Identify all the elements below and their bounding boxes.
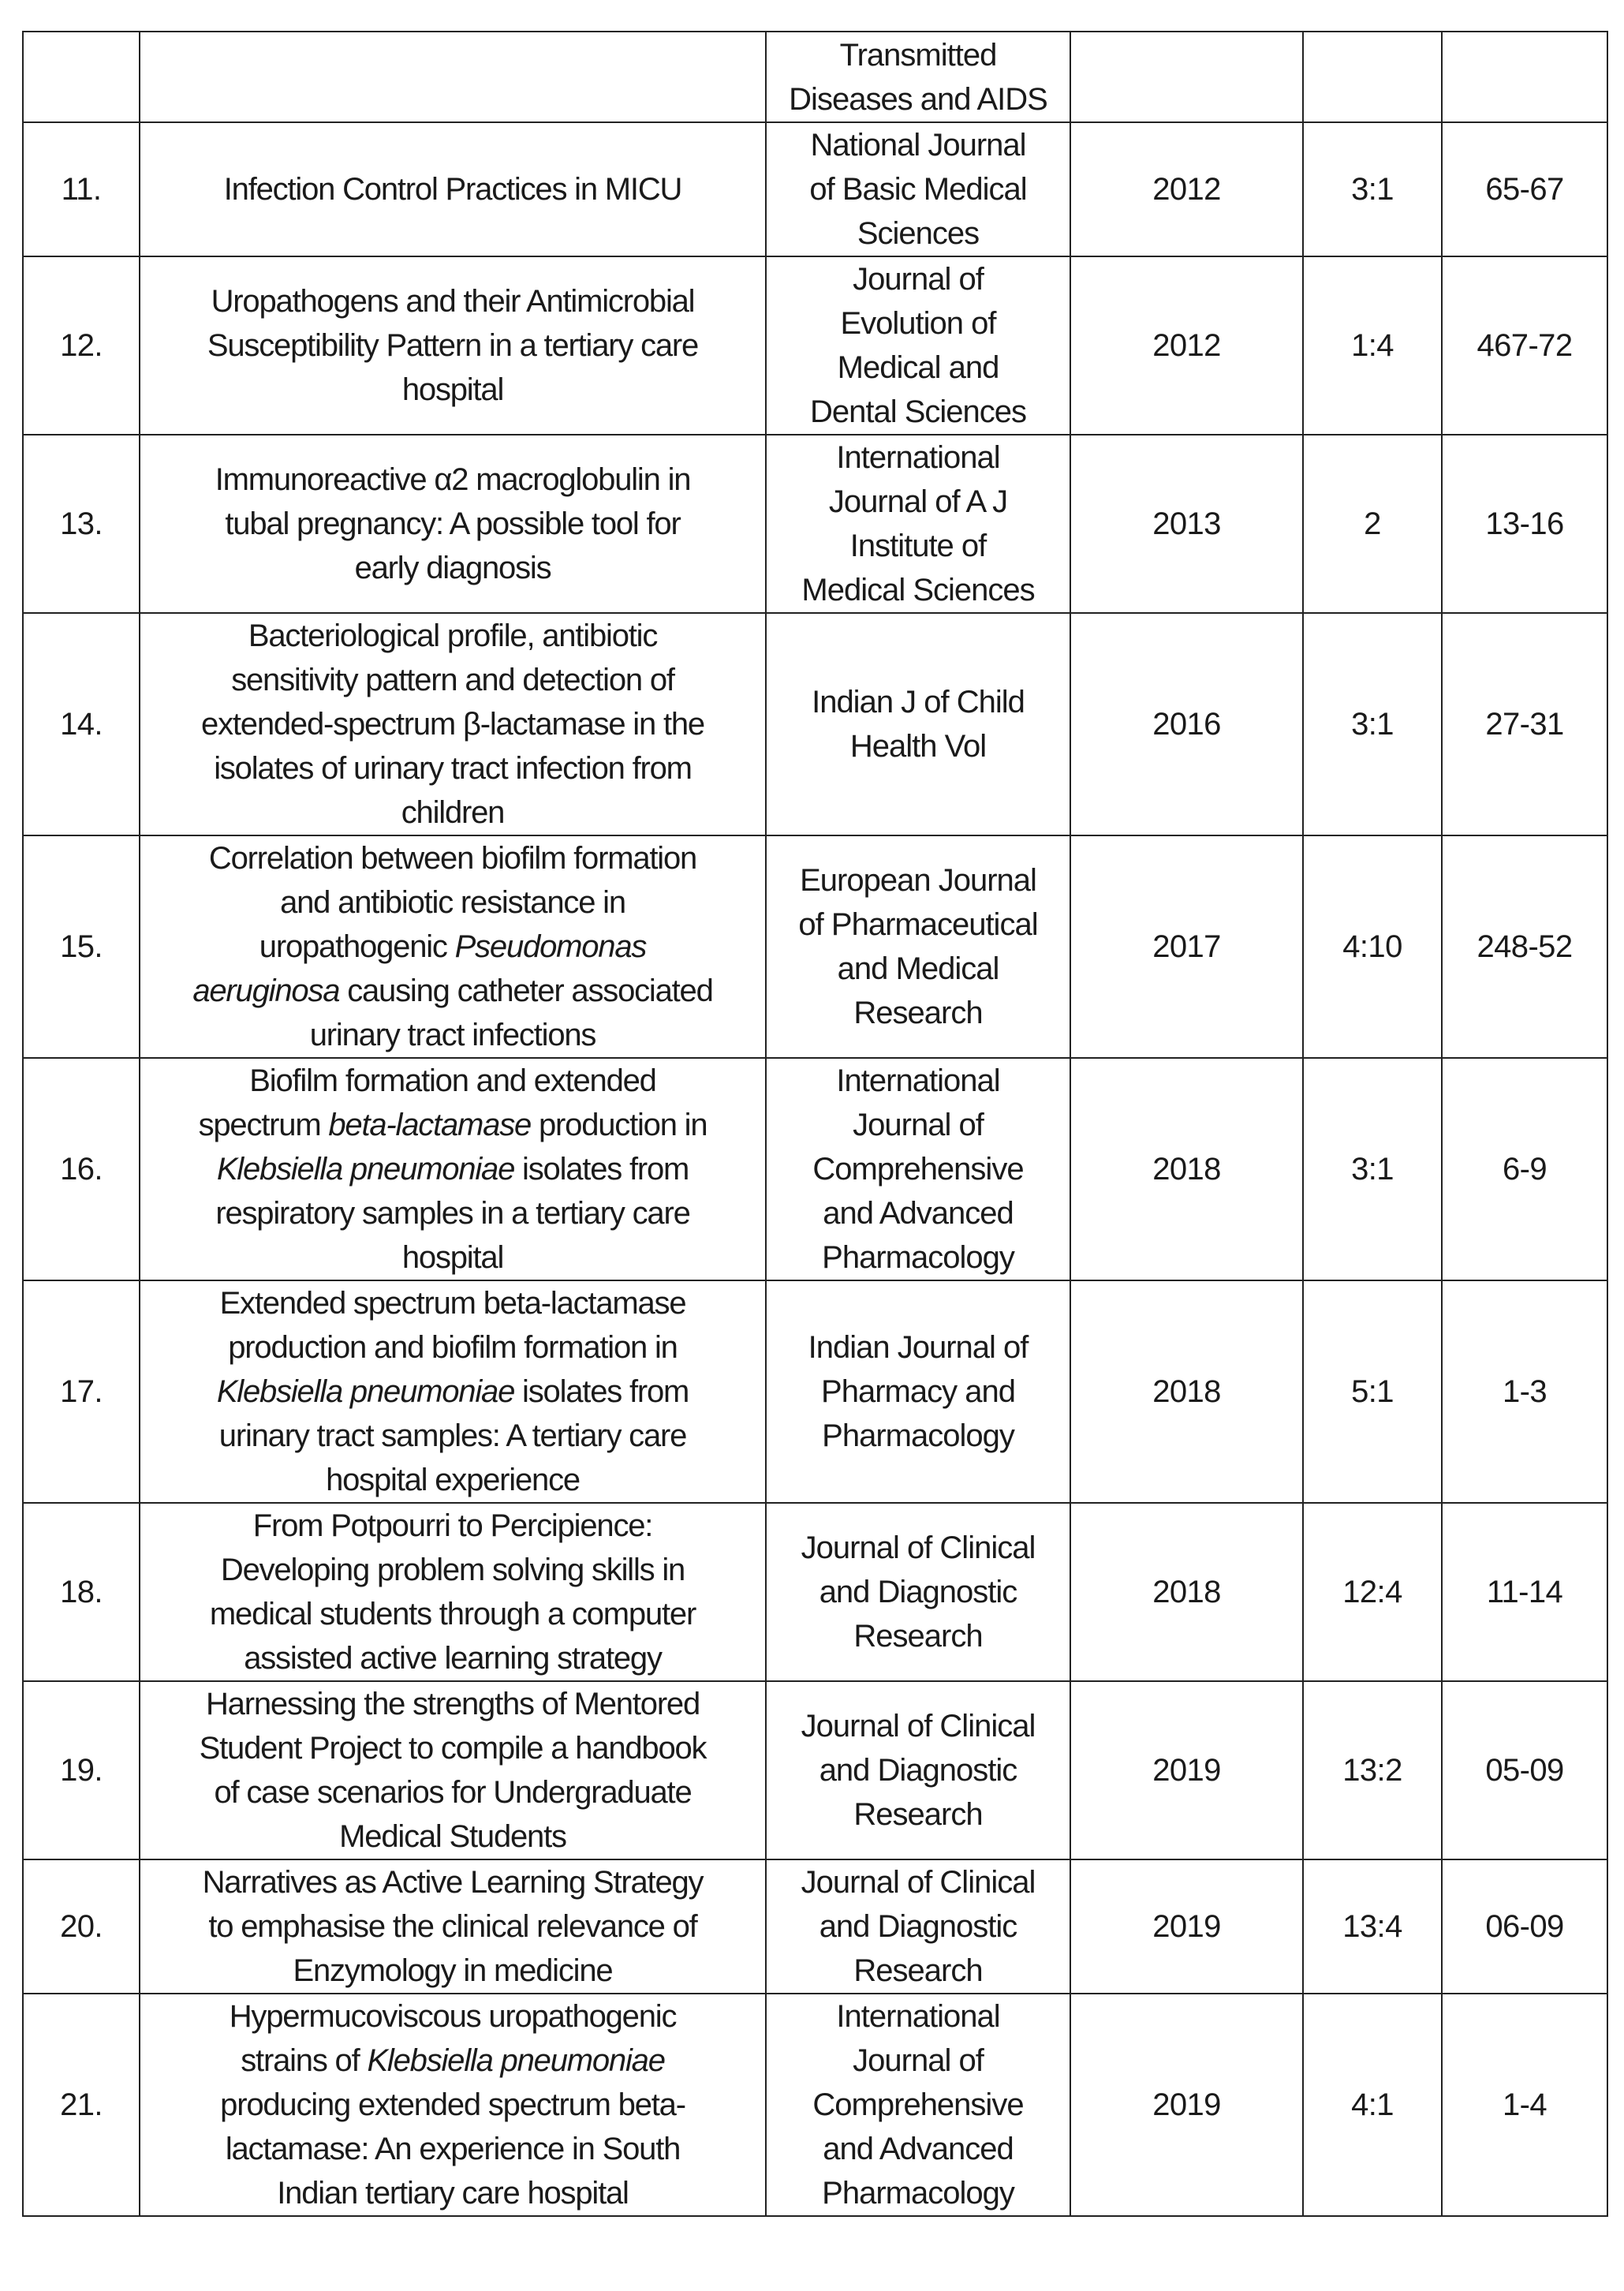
title-segment: urinary tract infections [309,1018,596,1052]
title-segment: hospital [401,1240,504,1275]
journal-line: Research [853,1797,983,1832]
title-line [148,925,757,969]
journal-cell [766,835,1070,1058]
title-segment: Medical Students [339,1819,566,1854]
year-cell [1070,32,1303,122]
title-cell [140,1280,766,1503]
table-row [23,1280,1607,1503]
serial-number-cell: 15. [23,835,140,1058]
journal-line: Institute of [849,529,987,563]
title-segment: assisted active learning strategy [244,1641,662,1676]
title-line [148,1592,757,1636]
table-row [23,122,1607,256]
journal-line: International [836,440,1000,475]
journal-cell [766,32,1070,122]
title-line [148,1548,757,1592]
journal-line: Pharmacology [822,2176,1014,2211]
title-line [148,458,757,502]
pages-cell: 11-14 [1442,1503,1607,1681]
volume-cell: 3:1 [1303,1058,1442,1280]
journal-line: and Advanced [823,1196,1014,1231]
journal-line: Medical and [837,350,999,385]
title-line [148,2127,757,2171]
year-cell: 2019 [1070,1859,1303,1994]
journal-line: Comprehensive [812,1152,1024,1187]
title-segment: strains of [241,2043,368,2078]
title-line [148,546,757,590]
title-line [148,746,757,790]
title-segment: to emphasise the clinical relevance of [208,1909,697,1944]
title-line [148,1147,757,1191]
pages-cell: 13-16 [1442,435,1607,613]
title-line [148,368,757,412]
year-cell: 2019 [1070,1681,1303,1859]
title-line [148,702,757,746]
year-cell: 2017 [1070,835,1303,1058]
title-cell [140,1994,766,2216]
title-segment: Indian tertiary care hospital [277,2176,629,2211]
title-segment: Uropathogens and their Antimicrobial [211,284,695,319]
title-line [148,1458,757,1502]
journal-line: and Diagnostic [819,1575,1017,1609]
title-segment: children [401,795,505,830]
serial-number-cell: 20. [23,1859,140,1994]
pages-cell: 05-09 [1442,1681,1607,1859]
italic-title-segment: beta-lactamase [328,1108,532,1142]
journal-line: Journal of [853,1108,984,1142]
volume-cell: 4:10 [1303,835,1442,1058]
pages-cell: 467-72 [1442,256,1607,435]
title-segment: extended-spectrum β-lactamase in the [201,707,704,742]
table-row [23,1058,1607,1280]
title-segment: spectrum [198,1108,329,1142]
pages-cell: 65-67 [1442,122,1607,256]
volume-cell [1303,32,1442,122]
journal-line: Comprehensive [812,2087,1024,2122]
journal-line: Journal of [853,262,984,297]
title-segment: isolates from [514,1374,689,1409]
title-segment: Narratives as Active Learning Strategy [202,1865,704,1900]
pages-cell: 06-09 [1442,1859,1607,1994]
title-line [148,658,757,702]
title-line [148,880,757,925]
title-cell [140,835,766,1058]
title-segment: Developing problem solving skills in [220,1553,685,1587]
journal-line: Journal of Clinical [801,1865,1036,1900]
title-line [148,1904,757,1949]
italic-title-segment: aeruginosa [192,974,340,1008]
title-cell [140,1859,766,1994]
title-line [148,1103,757,1147]
title-line [148,1235,757,1280]
title-line [148,1994,757,2039]
table-row [23,1994,1607,2216]
title-segment: hospital experience [326,1463,580,1497]
year-cell: 2012 [1070,256,1303,435]
title-line [148,2171,757,2215]
table-row [23,613,1607,835]
table-row [23,256,1607,435]
volume-cell: 5:1 [1303,1280,1442,1503]
journal-cell [766,1859,1070,1994]
title-segment: Susceptibility Pattern in a tertiary care [207,328,699,363]
title-line [148,1949,757,1993]
journal-line: Health Vol [849,729,987,764]
journal-line: of Basic Medical [809,172,1027,207]
title-line [148,1059,757,1103]
title-segment: hospital [401,372,504,407]
title-line [148,279,757,323]
title-line [148,1504,757,1548]
title-segment: production and biofilm formation in [228,1330,678,1365]
volume-cell: 4:1 [1303,1994,1442,2216]
journal-line: Indian Journal of [808,1330,1029,1365]
journal-line: of Pharmaceutical [798,907,1038,942]
title-segment: Enzymology in medicine [293,1953,613,1988]
journal-line: Sciences [857,216,980,251]
journal-line: Research [853,1953,983,1988]
title-segment: Bacteriological profile, antibiotic [248,619,658,653]
pages-cell: 6-9 [1442,1058,1607,1280]
serial-number-cell: 16. [23,1058,140,1280]
title-segment: and antibiotic resistance in [280,885,625,920]
title-segment: uropathogenic [259,929,455,964]
title-line [148,1814,757,1859]
volume-cell: 3:1 [1303,122,1442,256]
title-line [148,1414,757,1458]
title-line [148,1370,757,1414]
title-line [148,323,757,368]
title-cell [140,435,766,613]
volume-cell: 3:1 [1303,613,1442,835]
table-row [23,435,1607,613]
title-line [148,969,757,1013]
title-segment: of case scenarios for Undergraduate [214,1775,692,1810]
journal-line: Evolution of [840,306,996,341]
title-line [148,1013,757,1057]
publications-table-body [23,32,1607,2216]
table-row [23,32,1607,122]
title-line [148,2039,757,2083]
title-segment: causing catheter associated [339,974,713,1008]
volume-cell: 13:4 [1303,1859,1442,1994]
volume-cell: 13:2 [1303,1681,1442,1859]
title-segment: sensitivity pattern and detection of [231,663,674,697]
serial-number-cell: 17. [23,1280,140,1503]
title-segment: From Potpourri to Percipience: [252,1508,653,1543]
italic-title-segment: Pseudomonas [454,929,647,964]
journal-cell [766,1681,1070,1859]
journal-line: Pharmacy and [821,1374,1015,1409]
title-segment: Student Project to compile a handbook [199,1731,707,1766]
title-segment: Immunoreactive α2 macroglobulin in [215,462,691,497]
pages-cell: 248-52 [1442,835,1607,1058]
journal-line: and Diagnostic [819,1753,1017,1788]
italic-title-segment: Klebsiella pneumoniae [216,1152,515,1187]
title-line [148,1325,757,1370]
title-segment: early diagnosis [354,551,551,585]
title-line [148,836,757,880]
journal-line: Pharmacology [822,1240,1014,1275]
journal-line: European Journal [800,863,1036,898]
journal-cell [766,613,1070,835]
title-segment: medical students through a computer [209,1597,696,1631]
serial-number-cell: 21. [23,1994,140,2216]
title-line [148,1860,757,1904]
pages-cell: 1-3 [1442,1280,1607,1503]
journal-cell [766,435,1070,613]
journal-line: and Medical [837,951,999,986]
pages-cell [1442,32,1607,122]
title-line [148,790,757,835]
year-cell: 2016 [1070,613,1303,835]
journal-line: International [836,1999,1000,2034]
journal-line: Research [853,1619,983,1654]
serial-number-cell: 18. [23,1503,140,1681]
journal-line: Dental Sciences [809,394,1027,429]
journal-cell [766,1058,1070,1280]
serial-number-cell [23,32,140,122]
journal-cell [766,256,1070,435]
table-row [23,1681,1607,1859]
journal-line: Pharmacology [822,1418,1014,1453]
title-line [148,502,757,546]
title-cell [140,1503,766,1681]
title-segment: isolates from [514,1152,689,1187]
title-segment: Extended spectrum beta-lactamase [219,1286,686,1321]
title-segment: urinary tract samples: A tertiary care [218,1418,687,1453]
journal-line: Diseases and AIDS [789,81,1047,117]
year-cell: 2013 [1070,435,1303,613]
title-segment: isolates of urinary tract infection from [214,751,692,786]
title-line [148,1726,757,1770]
journal-line: Indian J of Child [812,685,1025,719]
italic-title-segment: Klebsiella pneumoniae [367,2043,665,2078]
title-line [148,1636,757,1680]
year-cell: 2012 [1070,122,1303,256]
journal-line: Transmitted [839,37,997,73]
serial-number-cell: 11. [23,122,140,256]
journal-line: Medical Sciences [801,573,1035,607]
journal-line: Journal of Clinical [801,1709,1036,1743]
journal-line: and Diagnostic [819,1909,1017,1944]
journal-line: International [836,1063,1000,1098]
journal-cell [766,1280,1070,1503]
journal-line: and Advanced [823,2132,1014,2166]
title-line [148,2083,757,2127]
title-cell [140,122,766,256]
title-segment: Correlation between biofilm formation [208,841,697,876]
title-line [148,1682,757,1726]
serial-number-cell: 13. [23,435,140,613]
serial-number-cell: 14. [23,613,140,835]
journal-cell [766,1994,1070,2216]
title-cell [140,1058,766,1280]
title-segment: Infection Control Practices in MICU [223,172,682,207]
pages-cell: 27-31 [1442,613,1607,835]
journal-cell [766,122,1070,256]
journal-line: Journal of [853,2043,984,2078]
title-cell [140,32,766,122]
title-segment: Harnessing the strengths of Mentored [205,1687,700,1721]
table-row [23,1859,1607,1994]
title-line [148,614,757,658]
title-cell [140,1681,766,1859]
title-segment: Hypermucoviscous uropathogenic [229,1999,677,2034]
title-cell [140,256,766,435]
title-segment: lactamase: An experience in South [225,2132,681,2166]
serial-number-cell: 19. [23,1681,140,1859]
table-row [23,1503,1607,1681]
year-cell: 2018 [1070,1058,1303,1280]
journal-line: Research [853,996,983,1030]
italic-title-segment: Klebsiella pneumoniae [216,1374,515,1409]
publications-table [22,31,1608,2217]
table-row [23,835,1607,1058]
title-segment: tubal pregnancy: A possible tool for [225,506,681,541]
volume-cell: 12:4 [1303,1503,1442,1681]
volume-cell: 2 [1303,435,1442,613]
title-line [148,1770,757,1814]
pages-cell: 1-4 [1442,1994,1607,2216]
title-segment: producing extended spectrum beta- [220,2087,685,2122]
serial-number-cell: 12. [23,256,140,435]
journal-line: Journal of Clinical [801,1530,1036,1565]
title-segment: Biofilm formation and extended [249,1063,656,1098]
year-cell: 2018 [1070,1503,1303,1681]
volume-cell: 1:4 [1303,256,1442,435]
journal-line: Journal of A J [828,484,1008,519]
title-segment: respiratory samples in a tertiary care [215,1196,690,1231]
title-line [148,1191,757,1235]
title-cell [140,613,766,835]
title-segment: production in [531,1108,707,1142]
title-line [148,1281,757,1325]
year-cell: 2019 [1070,1994,1303,2216]
journal-line: National Journal [810,128,1026,163]
year-cell: 2018 [1070,1280,1303,1503]
journal-cell [766,1503,1070,1681]
title-line [148,167,757,211]
